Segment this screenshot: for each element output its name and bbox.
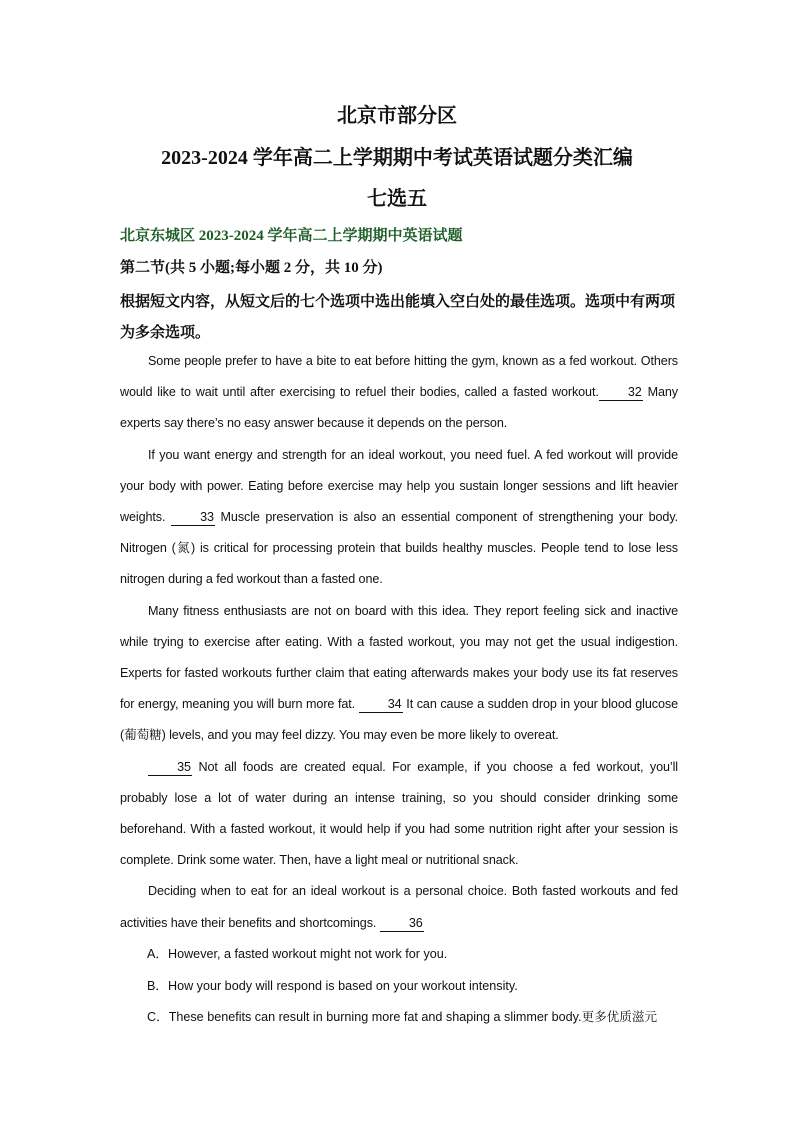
paragraph-text: If you want energy and strength for an ideal workout, you need fuel. A fed workout will provide your body with power. Eating before exercise may help you sustain longer sessions and lift heavier weights. — [120, 447, 678, 525]
title-region: 北京市部分区 — [337, 105, 457, 127]
paragraph-5 — [120, 876, 678, 938]
paragraph-text: Many experts say there’s no easy answer because it depends on the person. — [120, 385, 678, 431]
paragraph-text: It can cause a sudden drop in your blood glucose (葡萄糖) levels, and you may feel dizzy. You may even be more likely to overeat. — [120, 697, 678, 743]
options-list — [147, 939, 687, 1034]
title-exam: 2023-2024 学年高二上学期期中考试英语试题分类汇编 — [161, 147, 633, 169]
paragraph-text: Deciding when to eat for an ideal workout is a personal choice. Both fasted workouts and fed activities have their benefits and shortcomings. — [120, 884, 678, 930]
title-section-type: 七选五 — [367, 188, 427, 210]
paragraph-text: Not all foods are created equal. For example, if you choose a fed workout, you’ll probably lose a lot of water during an intense training, so you should consider drinking some beforehand. With a fasted workout, it would help if you had some nutrition right after your session is complete. Drink some water. Then, have a light meal or nutritional snack. — [120, 759, 678, 868]
instruction-text: 根据短文内容，从短文后的七个选项中选出能填入空白处的最佳选项。选项中有两项为多余选项。 — [120, 294, 676, 341]
blank-32: 32 — [599, 385, 643, 401]
passage — [120, 346, 678, 939]
paragraph-4 — [120, 752, 678, 877]
part-heading: 第二节(共 5 小题;每小题 2 分，共 10 分) — [120, 260, 383, 276]
blank-33: 33 — [171, 510, 215, 526]
blank-35: 35 — [148, 760, 192, 776]
option-a: A．However, a fasted workout might not work for you. — [147, 947, 448, 961]
option-c: C．These benefits can result in burning more fat and shaping a slimmer body.更多优质滋元 — [147, 1010, 658, 1024]
paragraph-text: Many fitness enthusiasts are not on board with this idea. They report feeling sick and inactive while trying to exercise after eating. With a fasted workout, you may not get the usual indigestion. Experts for fasted workouts further claim that eating afterwards makes your body use its fat reserves for energy, meaning you will burn more fat. — [120, 603, 678, 712]
blank-34: 34 — [359, 697, 403, 713]
source-heading: 北京东城区 2023-2024 学年高二上学期期中英语试题 — [120, 228, 463, 244]
option-b: B．How your body will respond is based on your workout intensity. — [147, 978, 518, 993]
paragraph-text: Muscle preservation is also an essential component of strengthening your body. Nitrogen (氮) is critical for processing protein that builds healthy muscles. People tend to lose less nitrogen during a fed workout than a fasted one. — [120, 510, 678, 587]
paragraph-text: Some people prefer to have a bite to eat before hitting the gym, known as a fed workout. Others would like to wait until after exercising to refuel their bodies, called a fasted workout. — [120, 354, 678, 400]
blank-36: 36 — [380, 916, 424, 932]
paragraph-3 — [120, 596, 678, 752]
paragraph-1 — [120, 346, 678, 440]
paragraph-2 — [120, 440, 678, 596]
